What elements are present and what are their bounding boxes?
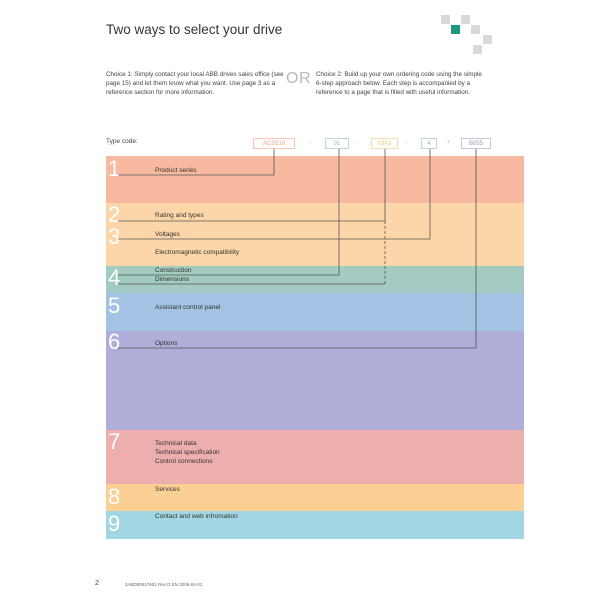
document-reference: 3ABD00017601 Rev D EN 2009-04-01 — [125, 582, 203, 587]
step-label-construction: Construction — [155, 267, 192, 274]
choice-2-text: Choice 2: Build up your own ordering code using the simple 6-step approach below. Each step is accompanied by a reference to a page that is filled with useful information. — [316, 71, 482, 97]
code-separator: - — [309, 140, 311, 146]
step-number-2: 2 — [108, 202, 121, 227]
step-label-contact: Contact and web infromation — [155, 513, 238, 520]
page-number: 2 — [95, 580, 99, 587]
step-number-6: 6 — [108, 329, 121, 354]
code-voltage-box: 4 — [421, 138, 437, 149]
step-label-rating: Rating and types — [155, 212, 204, 219]
page-title: Two ways to select your drive — [106, 22, 283, 37]
step-label-technical-spec: Technical specification — [155, 449, 220, 456]
step-label-dimensions: Dimensions — [155, 276, 189, 283]
choice-1-text: Choice 1: Simply contact your local ABB drives sales office (see page 15) and let them know what you want. Use page 3 as a reference section for more information. — [106, 71, 284, 97]
step-number-4: 4 — [108, 265, 121, 290]
step-number-7: 7 — [108, 429, 121, 454]
code-separator: + — [447, 140, 451, 146]
code-construction-box: 01 — [325, 138, 349, 149]
step-label-emc: Electromagnetic compatibility — [155, 249, 240, 256]
step-number-9: 9 — [108, 511, 121, 536]
code-separator: - — [405, 140, 407, 146]
code-separator: - — [356, 140, 358, 146]
step-label-product-series: Product series — [155, 167, 197, 174]
code-rating-box: 03A3 — [371, 138, 398, 149]
code-series-box: ACS510 — [253, 138, 295, 149]
step-label-options: Options — [155, 340, 178, 347]
connector-rating — [118, 149, 385, 221]
connector-series — [118, 149, 274, 175]
connector-options — [118, 149, 476, 348]
connector-construction — [118, 149, 339, 275]
step-label-control-connections: Control connections — [155, 458, 213, 465]
step-number-3: 3 — [108, 224, 121, 249]
step-number-5: 5 — [108, 293, 121, 318]
step-label-voltages: Voltages — [155, 231, 180, 238]
code-options-box: B055 — [461, 138, 491, 149]
step-number-1: 1 — [108, 156, 121, 181]
or-separator: OR — [286, 70, 311, 87]
step-label-services: Services — [155, 486, 180, 493]
type-code-label: Type code: — [106, 138, 138, 145]
step-label-control-panel: Assistant control panel — [155, 304, 221, 311]
step-number-8: 8 — [108, 484, 121, 509]
step-label-technical-data: Technical data — [155, 440, 197, 447]
